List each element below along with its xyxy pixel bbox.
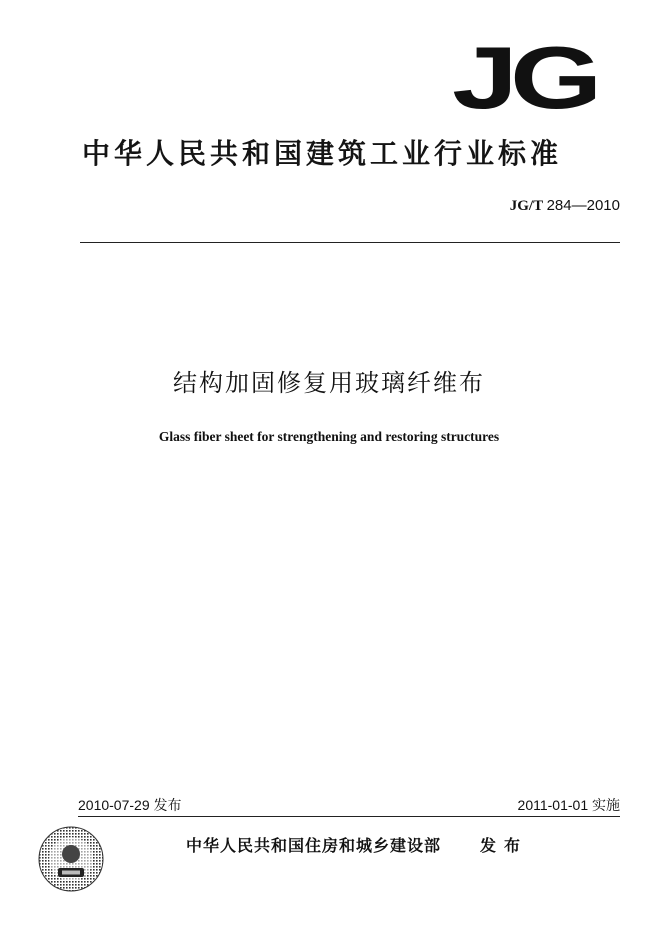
jg-logo	[452, 28, 595, 127]
standard-code-number: 284—2010	[546, 197, 620, 214]
document-title-en: Glass fiber sheet for strengthening and restoring structures	[158, 429, 500, 444]
footer-divider	[78, 816, 620, 817]
standard-code-prefix: JG/T	[509, 198, 543, 214]
publish-label: 发布	[480, 836, 529, 855]
seal-icon	[36, 824, 106, 894]
standard-code	[480, 196, 620, 216]
industry-standard-title: 中华人民共和国建筑工业行业标准	[82, 137, 563, 170]
document-title-cn: 结构加固修复用玻璃纤维布	[173, 369, 485, 397]
implementation-date: 2011-01-01 实施	[517, 797, 620, 813]
jg-logo-text: JG	[452, 28, 595, 127]
header-divider	[80, 242, 620, 243]
publisher-name: 中华人民共和国住房和城乡建设部	[186, 836, 442, 855]
issue-date: 2010-07-29 发布	[78, 797, 182, 813]
